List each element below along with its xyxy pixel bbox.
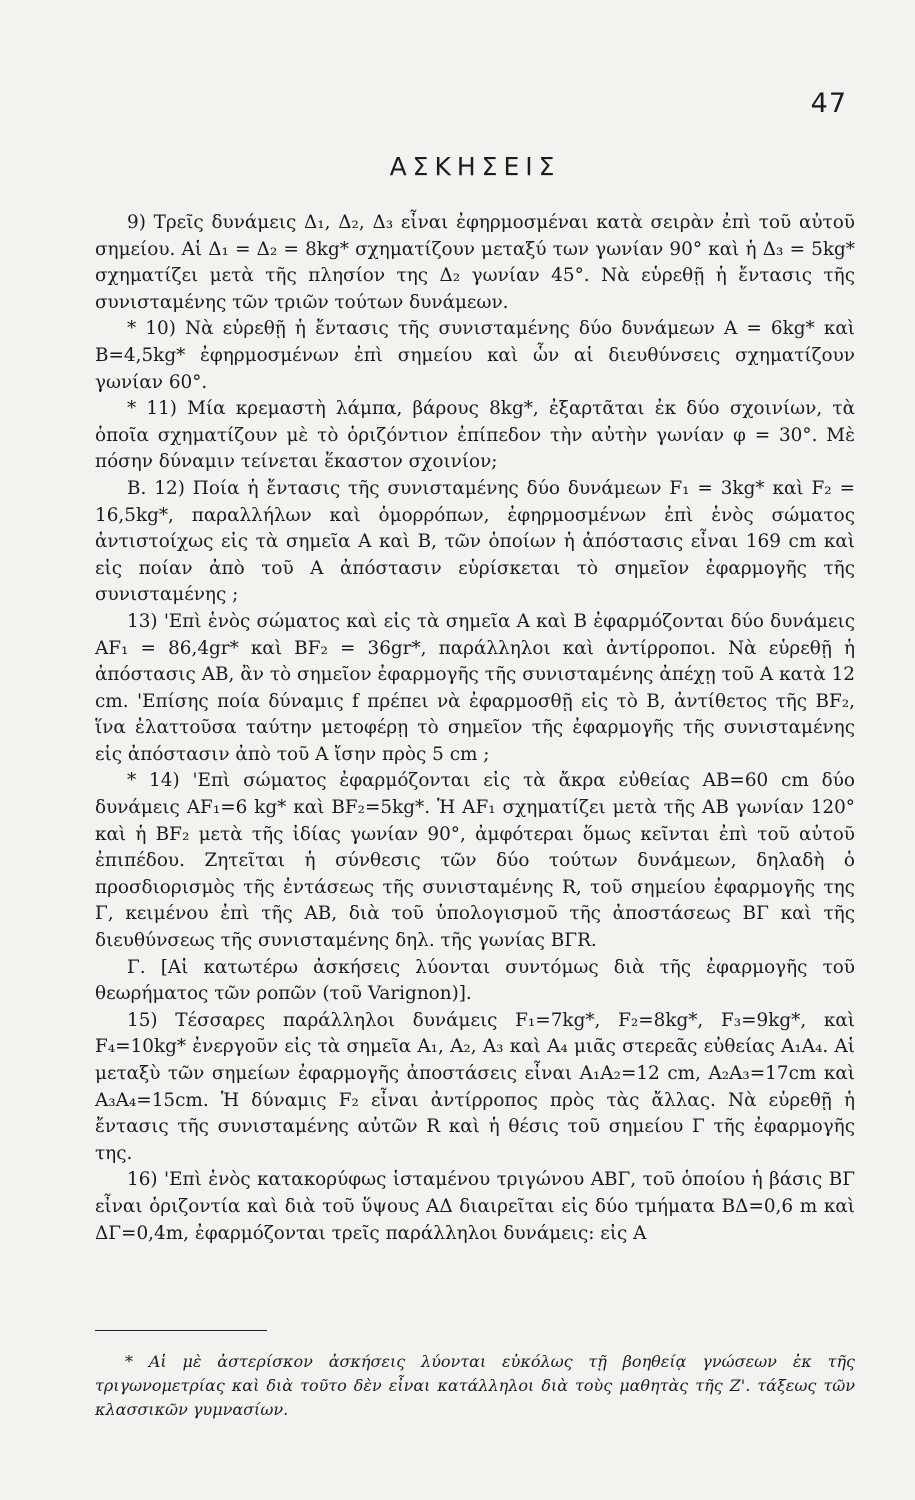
exercise-list [95,210,855,1247]
exercise-16: 16) 'Επὶ ἑνὸς κατακορύφως ἱσταμένου τριγώνου ΑΒΓ, τοῦ ὁποίου ἡ βάσις ΒΓ εἶναι ὁριζοντία καὶ διὰ τοῦ ὕψους ΑΔ διαιρεῖται εἰς δύο τμήματα ΒΔ=0,6 m καὶ ΔΓ=0,4m, ἐφαρμόζονται τρεῖς παράλληλοι δυνάμεις: εἰς Α [95,1169,855,1244]
footnote-divider [95,1330,267,1331]
book-page [95,0,855,1500]
exercise-9: 9) Τρεῖς δυνάμεις Δ₁, Δ₂, Δ₃ εἶναι ἐφηρμοσμέναι κατὰ σειρὰν ἐπὶ τοῦ αὐτοῦ σημείου. Αἱ Δ₁ = Δ₂ = 8kg* σχηματίζουν μεταξύ των γωνίαν 90° καὶ ἡ Δ₃ = 5kg* σχηματίζει μετὰ τῆς πλησίον της Δ₂ γωνίαν 45°. Νὰ εὑρεθῇ ἡ ἔντασις τῆς συνισταμένης τῶν τριῶν τούτων δυνάμεων. [95,212,855,313]
exercise-14: * 14) 'Επὶ σώματος ἐφαρμόζονται εἰς τὰ ἄκρα εὐθείας ΑΒ=60 cm δύο δυνάμεις AF₁=6 kg* καὶ BF₂=5kg*. Ἡ AF₁ σχηματίζει μετὰ τῆς ΑΒ γωνίαν 120° καὶ ἡ BF₂ μετὰ τῆς ἰδίας γωνίαν 90°, ἀμφότεραι ὅμως κεῖνται ἐπὶ τοῦ αὐτοῦ ἐπιπέδου. Ζητεῖται ἡ σύνθεσις τῶν δύο τούτων δυνάμεων, δηλαδὴ ὁ προσδιορισμὸς τῆς ἐντάσεως τῆς συνισταμένης R, τοῦ σημείου ἐφαρμογῆς της Γ, κειμένου ἐπὶ τῆς ΑΒ, διὰ τοῦ ὑπολογισμοῦ τῆς ἀποστάσεως ΒΓ καὶ τῆς διευθύνσεως τῆς συνισταμένης δηλ. τῆς γωνίας ΒΓR. [95,770,855,952]
footnote: * Αἱ μὲ ἀστερίσκον ἀσκήσεις λύονται εὐκόλως τῇ βοηθείᾳ γνώσεων ἐκ τῆς τριγωνομετρίας καὶ διὰ τοῦτο δὲν εἶναι κατάλληλοι διὰ τοὺς μαθητὰς τῆς Ζ'. τάξεως τῶν κλασσικῶν γυμνασίων. [95,1352,855,1419]
exercise-15: 15) Τέσσαρες παράλληλοι δυνάμεις F₁=7kg*, F₂=8kg*, F₃=9kg*, καὶ F₄=10kg* ἐνεργοῦν εἰς τὰ σημεῖα Α₁, Α₂, Α₃ καὶ Α₄ μιᾶς στερεᾶς εὐθείας Α₁Α₄. Αἱ μεταξὺ τῶν σημείων ἐφαρμογῆς ἀποστάσεις εἶναι Α₁Α₂=12 cm, Α₂Α₃=17cm καὶ Α₃Α₄=15cm. Ἡ δύναμις F₂ εἶναι ἀντίρροπος πρὸς τὰς ἄλλας. Νὰ εὑρεθῇ ἡ ἔντασις τῆς συνισταμένης αὐτῶν R καὶ ἡ θέσις τοῦ σημείου Γ τῆς ἐφαρμογῆς της. [95,1009,855,1164]
section-title: ΑΣΚΗΣΕΙΣ [389,152,561,181]
exercise-11: * 11) Μία κρεμαστὴ λάμπα, βάρους 8kg*, ἐξαρτᾶται ἐκ δύο σχοινίων, τὰ ὁποῖα σχηματίζουν μὲ τὸ ὁριζόντιον ἐπίπεδον τὴν αὐτὴν γωνίαν φ = 30°. Μὲ πόσην δύναμιν τείνεται ἕκαστον σχοινίον; [95,398,855,473]
exercise-10: * 10) Νὰ εὑρεθῇ ἡ ἔντασις τῆς συνισταμένης δύο δυνάμεων Α = 6kg* καὶ Β=4,5kg* ἐφηρμοσμένων ἐπὶ σημείου καὶ ὧν αἱ διευθύνσεις σχηματίζουν γωνίαν 60°. [95,318,855,393]
exercise-12: Β. 12) Ποία ἡ ἔντασις τῆς συνισταμένης δύο δυνάμεων F₁ = 3kg* καὶ F₂ = 16,5kg*, παραλλήλων καὶ ὁμορρόπων, ἐφηρμοσμένων ἐπὶ ἑνὸς σώματος ἀντιστοίχως εἰς τὰ σημεῖα Α καὶ Β, τῶν ὁποίων ἡ ἀπόστασις εἶναι 169 cm καὶ εἰς ποίαν ἀπὸ τοῦ Α ἀπόστασιν εὑρίσκεται τὸ σημεῖον ἐφαρμογῆς τῆς συνισταμένης ; [95,477,855,606]
exercise-13: 13) 'Επὶ ἑνὸς σώματος καὶ εἰς τὰ σημεῖα Α καὶ Β ἐφαρμόζονται δύο δυνάμεις AF₁ = 86,4gr* καὶ BF₂ = 36gr*, παράλληλοι καὶ ἀντίρροποι. Νὰ εὑρεθῇ ἡ ἀπόστασις ΑΒ, ἂν τὸ σημεῖον ἐφαρμογῆς τῆς συνισταμένης ἀπέχῃ τοῦ Α κατὰ 12 cm. 'Επίσης ποία δύναμις f πρέπει νὰ ἐφαρμοσθῇ εἰς τὸ Β, ἀντίθετος τῆς BF₂, ἵνα ἐλαττοῦσα ταύτην μετοφέρῃ τὸ σημεῖον τῆς ἐφαρμογῆς τῆς συνισταμένης εἰς ἀπόστασιν ἀπὸ τοῦ Α ἴσην πρὸς 5 cm ; [95,610,855,765]
page-number: 47 [810,88,847,119]
section-gamma-note: Γ. [Αἱ κατωτέρω ἀσκήσεις λύονται συντόμως διὰ τῆς ἐφαρμογῆς τοῦ θεωρήματος τῶν ροπῶν (τοῦ Varignon)]. [95,956,855,1005]
